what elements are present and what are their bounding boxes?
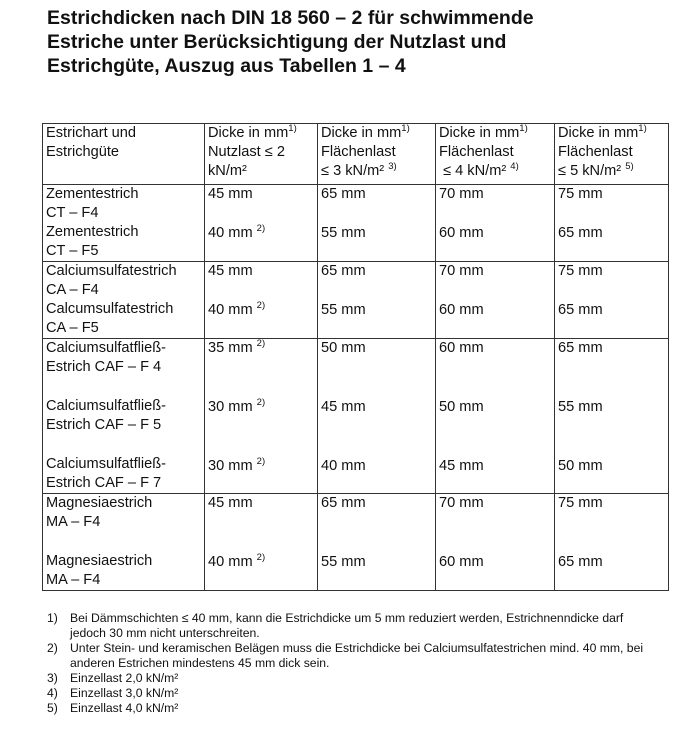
header-cell-live-load: Dicke in $mm^{1)}$ Nutzlast ≤ 2 kN/m²: [205, 124, 318, 185]
value-cell: 35 mm $^{2)}$ 30 mm $^{2)}$ 30 mm $^{2)}$: [205, 339, 318, 494]
table-row-calcium-sulfate-flowing: [43, 339, 669, 494]
header-cell-area-load-4: Dicke in $mm^{1)}$ Flächenlast ≤ 4 kN/m² $^{4)}$: [436, 124, 555, 185]
header-cell-type: Estrichart und Estrichgüte: [43, 124, 205, 185]
value-cell: 50 mm 45 mm 40 mm: [318, 339, 436, 494]
document-title: [47, 6, 667, 78]
type-cell: Calciumsulfatfließ- Estrich CAF – F 4 Calciumsulfatfließ- Estrich CAF – F 5 Calciumsulfatfließ- Estrich CAF – F 7: [43, 339, 205, 494]
value-cell: 45 mm 40 mm $^{2)}$: [205, 494, 318, 591]
footnote-3: 3) Einzellast 2,0 kN/m²: [47, 671, 179, 685]
thickness-table: [42, 123, 669, 591]
value-cell: 70 mm 60 mm: [436, 185, 555, 262]
value-cell: 45 mm 40 mm $^{2)}$: [205, 262, 318, 339]
type-cell: Magnesiaestrich MA – F4 Magnesiaestrich MA – F4: [43, 494, 205, 591]
value-cell: 65 mm 55 mm 50 mm: [555, 339, 669, 494]
value-cell: 70 mm 60 mm: [436, 262, 555, 339]
table-row-cement: [43, 185, 669, 262]
footnote-2: 2) Unter Stein- und keramischen Belägen muss die Estrichdicke bei Calciumsulfatestrichen mind. 40 mm, bei anderen Estrichen mindestens 45 mm dick sein.: [47, 641, 644, 670]
header-cell-area-load-5: Dicke in $mm^{1)}$ Flächenlast ≤ 5 kN/m² $^{5)}$: [555, 124, 669, 185]
table-header-row: [43, 124, 669, 185]
title-line-2: Estriche unter Berücksichtigung der Nutzlast und: [47, 31, 507, 53]
value-cell: 45 mm 40 mm $^{2)}$: [205, 185, 318, 262]
value-cell: 75 mm 65 mm: [555, 262, 669, 339]
value-cell: 65 mm 55 mm: [318, 494, 436, 591]
type-cell: Calciumsulfatestrich CA – F4 Calcumsulfatestrich CA – F5: [43, 262, 205, 339]
footnote-4: 4) Einzellast 3,0 kN/m²: [47, 686, 179, 700]
table-row-magnesia: [43, 494, 669, 591]
table-row-calcium-sulfate: [43, 262, 669, 339]
value-cell: 65 mm 55 mm: [318, 185, 436, 262]
title-line-3: Estrichgüte, Auszug aus Tabellen 1 – 4: [47, 55, 406, 77]
type-cell: Zementestrich CT – F4 Zementestrich CT – F5: [43, 185, 205, 262]
header-cell-area-load-3: Dicke in $mm^{1)}$ Flächenlast ≤ 3 kN/m² $^{3)}$: [318, 124, 436, 185]
value-cell: 65 mm 55 mm: [318, 262, 436, 339]
value-cell: 75 mm 65 mm: [555, 494, 669, 591]
value-cell: 60 mm 50 mm 45 mm: [436, 339, 555, 494]
footnote-1: 1) Bei Dämmschichten ≤ 40 mm, kann die Estrichdicke um 5 mm reduziert werden, Estrichnenndicke darf jedoch 30 mm nicht unterschreiten.: [47, 611, 624, 640]
title-line-1: Estrichdicken nach DIN 18 560 – 2 für schwimmende: [47, 7, 534, 29]
footnote-5: 5) Einzellast 4,0 kN/m²: [47, 701, 179, 715]
value-cell: 75 mm 65 mm: [555, 185, 669, 262]
footnotes: [47, 611, 657, 716]
value-cell: 70 mm 60 mm: [436, 494, 555, 591]
